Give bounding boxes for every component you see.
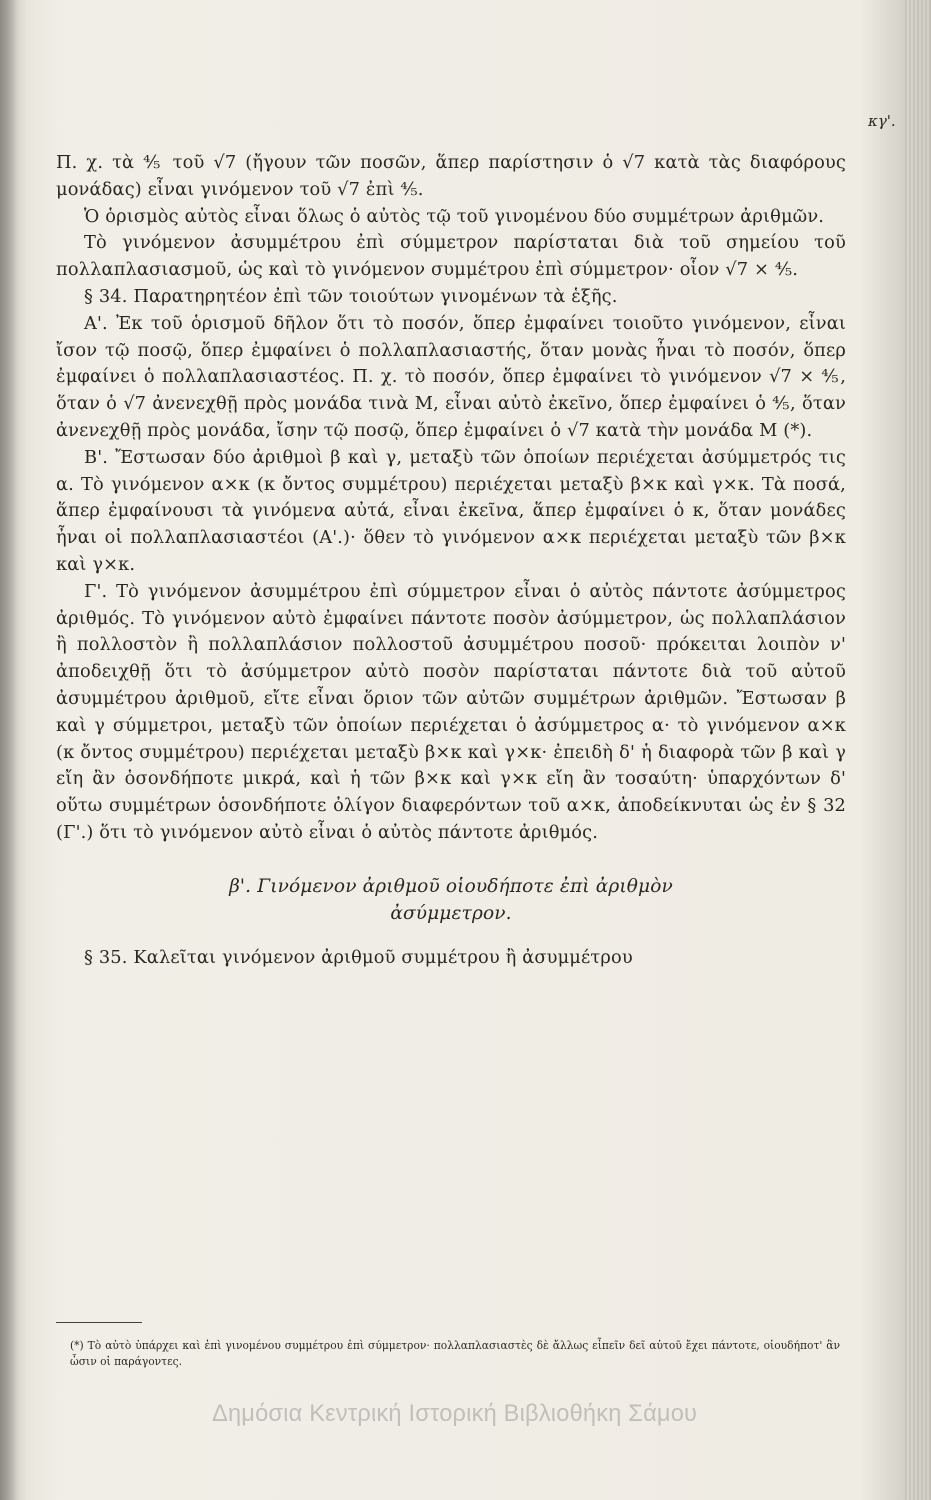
paragraph-2: Ὁ ὁρισμὸς αὐτὸς εἶναι ὅλως ὁ αὐτὸς τῷ τοῦ γινομένου δύο συμμέτρων ἀριθμῶν. [84,205,825,227]
paragraph-6: Β'. Ἔστωσαν δύο ἀριθμοὶ β καὶ γ, μεταξὺ τῶν ὁποίων περιέχεται ἀσύμμετρός τις α. Τὸ γινόμενον α×κ (κ ὄντος συμμέτρου) περιέχεται μεταξὺ β×κ καὶ γ×κ. Τὰ ποσά, ἅπερ ἐμφαίνουσι τὰ γινόμενα αὐτά, εἶναι ἐκεῖνα, ἅπερ ἐμφαίνει ὁ κ, ὅταν μονάδες ἦναι οἱ πολλαπλασιαστέοι (Α'.)· ὅθεν τὸ γινόμενον α×κ περιέχεται μεταξὺ τῶν β×κ καὶ γ×κ. [56,446,846,575]
paragraph-1: Π. χ. τὰ ⅘ τοῦ √7 (ἤγουν τῶν ποσῶν, ἅπερ παρίστησιν ὁ √7 κατὰ τὰς διαφόρους μονάδας) εἶναι γινόμενον τοῦ √7 ἐπὶ ⅘. [56,152,846,200]
body-text [56,150,846,972]
footnote-rule [56,1322,142,1323]
paragraph-4: § 34. Παρατηρητέον ἐπὶ τῶν τοιούτων γινομένων τὰ ἑξῆς. [84,285,618,307]
paragraph-7: Γ'. Τὸ γινόμενον ἀσυμμέτρου ἐπὶ σύμμετρον εἶναι ὁ αὐτὸς πάντοτε ἀσύμμετρος ἀριθμός. Τὸ γινόμενον αὐτὸ ἐμφαίνει πάντοτε ποσὸν ἀσύμμετρον, ὡς πολλαπλάσιον ἢ πολλοστὸν ἢ πολλαπλάσιον πολλοστοῦ ἀσυμμέτρου ποσοῦ· πρόκειται λοιπὸν ν' ἀποδειχθῇ ὅτι τὸ ἀσύμμετρον αὐτὸ ποσὸν παρίσταται πάντοτε διὰ τοῦ αὐτοῦ ἀσυμμέτρου ἀριθμοῦ, εἴτε εἶναι ὅριον τῶν αὐτῶν συμμέτρων ἀριθμῶν. Ἔστωσαν β καὶ γ σύμμετροι, μεταξὺ τῶν ὁποίων περιέχεται ὁ ἀσύμμετρος α· τὸ γινόμενον α×κ (κ ὄντος συμμέτρου) περιέχεται μεταξὺ β×κ καὶ γ×κ· ἐπειδὴ δ' ἡ διαφορὰ τῶν β καὶ γ εἴη ἂν ὁσονδήποτε μικρά, καὶ ἡ τῶν β×κ καὶ γ×κ εἴη ἂν τοσαύτη· ὑπαρχόντων δ' οὕτω συμμέτρων ὁσονδήποτε ὀλίγον διαφερόντων τοῦ α×κ, ἀποδείκνυται ὡς ἐν § 32 (Γ'.) ὅτι τὸ γινόμενον αὐτὸ εἶναι ὁ αὐτὸς πάντοτε ἀριθμός. [56,580,846,843]
section-title-line-1: β'. Γινόμενον ἀριθμοῦ οἱουδήποτε ἐπὶ ἀριθμὸν [229,875,673,897]
page-number: κγ'. [868,112,896,130]
paragraph-3: Τὸ γινόμενον ἀσυμμέτρου ἐπὶ σύμμετρον παρίσταται διὰ τοῦ σημείου τοῦ πολλαπλασιασμοῦ, ὡς καὶ τὸ γινόμενον συμμέτρου ἐπὶ σύμμετρον· οἷον √7 × ⅘. [56,232,846,281]
binding-shadow [0,0,18,1500]
page-edges [905,0,931,1500]
section-title-line-2: ἀσύμμετρον. [390,902,512,924]
footnote: (*) Τὸ αὐτὸ ὑπάρχει καὶ ἐπὶ γινομένου συμμέτρου ἐπὶ σύμμετρον· πολλαπλασιαστὲς δὲ ἄλλως εἶπεῖν δεῖ αὐτοῦ ἔχει πάντοτε, οἱουδήποτ' ἂν ὦσιν οἱ παράγοντες. [70,1339,840,1368]
library-watermark: Δημόσια Κεντρική Ιστορική Βιβλιοθήκη Σάμου [212,1401,698,1427]
section-title [56,873,846,927]
paragraph-8: § 35. Καλεῖται γινόμενον ἀριθμοῦ συμμέτρου ἢ ἀσυμμέτρου [84,946,633,968]
paragraph-5: Α'. Ἐκ τοῦ ὁρισμοῦ δῆλον ὅτι τὸ ποσόν, ὅπερ ἐμφαίνει τοιοῦτο γινόμενον, εἶναι ἴσον τῷ ποσῷ, ὅπερ ἐμφαίνει ὁ πολλαπλασιαστής, ὅταν μονὰς ἦναι τὸ ποσόν, ὅπερ ἐμφαίνει ὁ πολλαπλασιαστέος. Π. χ. τὸ ποσόν, ὅπερ ἐμφαίνει τὸ γινόμενον √7 × ⅘, ὅταν ὁ √7 ἀνενεχθῇ πρὸς μονάδα τινὰ Μ, εἶναι αὐτὸ ἐκεῖνο, ὅπερ ἐμφαίνει ὁ ⅘, ὅταν ἀνενεχθῇ πρὸς μονάδα, ἴσην τῷ ποσῷ, ὅπερ ἐμφαίνει ὁ √7 κατὰ τὴν μονάδα Μ (*). [56,312,846,441]
